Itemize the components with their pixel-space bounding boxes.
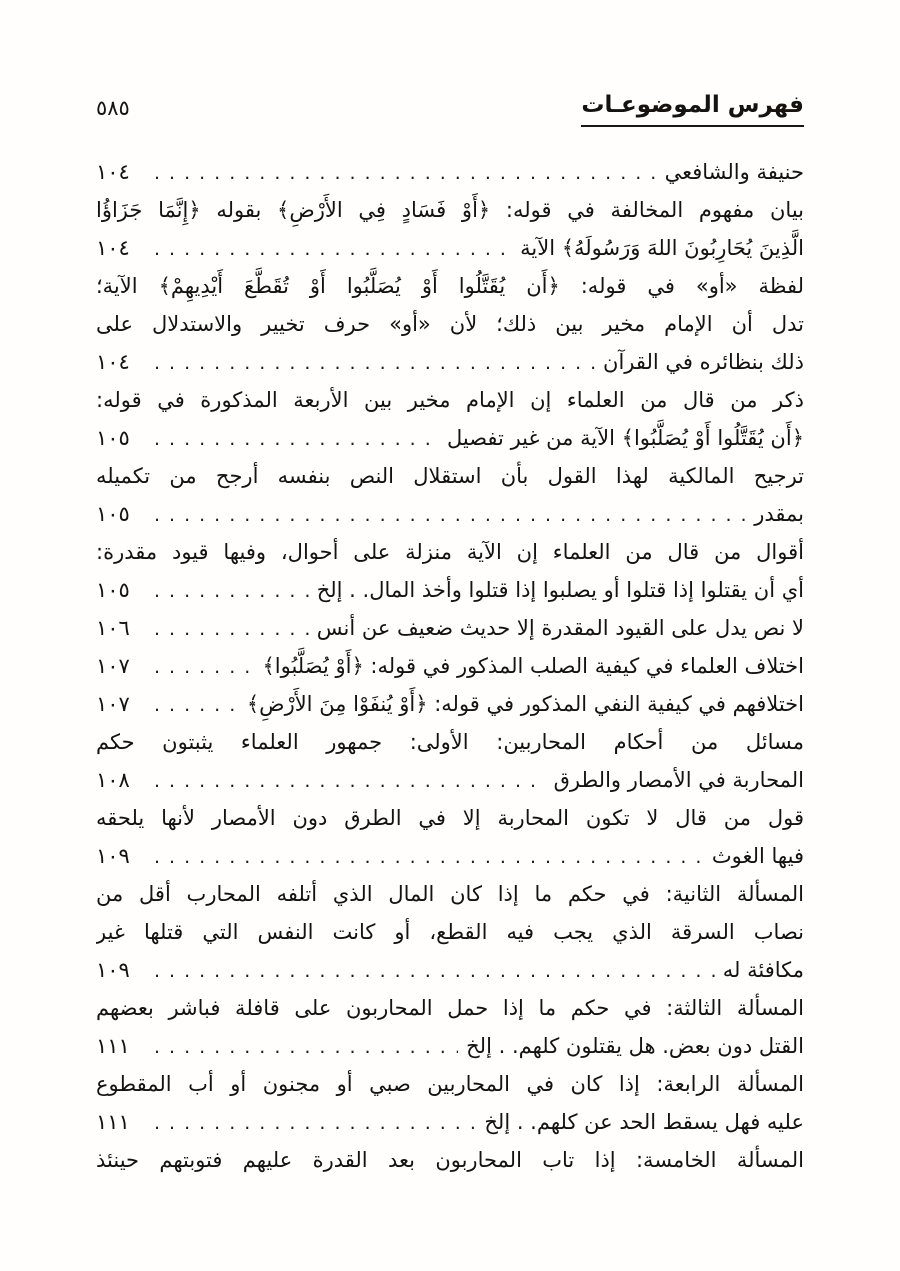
toc-page-number: ١٠٩	[96, 844, 130, 868]
dot-leader	[154, 1027, 458, 1066]
toc-page-number: ١١١	[96, 1110, 130, 1134]
toc-entry	[96, 799, 804, 875]
toc-entry	[96, 989, 804, 1065]
dot-leader	[154, 153, 657, 192]
toc-page-number: ١٠٩	[96, 958, 130, 982]
toc-page-number: ١٠٥	[96, 426, 130, 450]
dot-leader	[154, 685, 239, 724]
toc-page-number: ١٠٨	[96, 768, 130, 792]
toc-page-number: ١٠٧	[96, 692, 130, 716]
toc-list	[96, 153, 804, 1179]
toc-entry-lastline	[96, 419, 804, 457]
toc-entry-line: أقوال من قال من العلماء إن الآية منزلة على أحوال، وفيها قيود مقدرة:	[96, 540, 804, 564]
toc-entry-text: فيها الغوث	[711, 844, 804, 868]
toc-entry	[96, 1065, 804, 1141]
dot-leader	[154, 837, 704, 876]
toc-entry-lastline	[96, 495, 804, 533]
dot-leader	[154, 609, 309, 648]
toc-entry	[96, 609, 804, 647]
toc-entry	[96, 1141, 804, 1179]
toc-entry-line: المسألة الخامسة: إذا تاب المحاربون بعد القدرة عليهم فتوبتهم حينئذ	[96, 1148, 804, 1172]
toc-entry	[96, 723, 804, 799]
folio-number: ٥٨٥	[96, 96, 130, 120]
toc-entry	[96, 381, 804, 457]
toc-entry-text: حنيفة والشافعي	[664, 160, 804, 184]
toc-entry-text: الَّذِينَ يُحَارِبُونَ اللهَ وَرَسُولَهُ﴾ الآية	[520, 236, 804, 260]
dot-leader	[154, 343, 595, 382]
toc-entry-text: اختلاف العلماء في كيفية الصلب المذكور في قوله: ﴿أَوْ يُصَلَّبُوا﴾	[262, 654, 804, 678]
toc-page-number: ١٠٦	[96, 616, 130, 640]
dot-leader	[154, 229, 512, 268]
toc-entry-text: مكافئة له	[722, 958, 804, 982]
toc-entry-lastline	[96, 1027, 804, 1065]
toc-entry-lastline	[96, 647, 804, 685]
toc-entry-line: تدل أن الإمام مخير بين ذلك؛ لأن «أو» حرف تخيير والاستدلال على	[96, 312, 804, 336]
toc-entry	[96, 153, 804, 191]
toc-entry-text: ﴿أَن يُقَتَّلُوا أَوْ يُصَلَّبُوا﴾ الآية من غير تفصيل	[446, 426, 804, 450]
toc-entry-lastline	[96, 571, 804, 609]
dot-leader	[154, 571, 309, 610]
toc-entry-line: المسألة الثالثة: في حكم ما إذا حمل المحاربون على قافلة فباشر بعضهم	[96, 996, 804, 1020]
toc-entry	[96, 191, 804, 267]
toc-entry-text: ذلك بنظائره في القرآن	[603, 350, 804, 374]
toc-page-number: ١١١	[96, 1034, 130, 1058]
toc-entry-line: المسألة الثانية: في حكم ما إذا كان المال الذي أتلفه المحارب أقل من	[96, 882, 804, 906]
toc-entry-text: لا نص يدل على القيود المقدرة إلا حديث ضعيف عن أنس	[316, 616, 804, 640]
toc-entry-lastline	[96, 951, 804, 989]
toc-entry-text: القتل دون بعض. هل يقتلون كلهم. . إلخ	[466, 1034, 804, 1058]
toc-entry-line: بيان مفهوم المخالفة في قوله: ﴿أَوْ فَسَادٍ فِي الأَرْضِ﴾ بقوله ﴿إِنَّمَا جَزَاؤُا	[96, 198, 804, 222]
dot-leader	[154, 1103, 476, 1142]
toc-page-number: ١٠٤	[96, 236, 130, 260]
dot-leader	[154, 951, 715, 990]
toc-page-number: ١٠٥	[96, 578, 130, 602]
toc-entry	[96, 533, 804, 609]
toc-page-number: ١٠٤	[96, 160, 130, 184]
toc-entry-text: اختلافهم في كيفية النفي المذكور في قوله: ﴿أَوْ يُنفَوْا مِنَ الأَرْضِ﴾	[246, 692, 804, 716]
toc-entry-line: ترجيح المالكية لهذا القول بأن استقلال النص بنفسه أرجح من تكميله	[96, 464, 804, 488]
toc-entry-lastline	[96, 685, 804, 723]
toc-entry-lastline	[96, 761, 804, 799]
dot-leader	[154, 761, 546, 800]
page-header	[96, 92, 804, 127]
toc-page-number: ١٠٧	[96, 654, 130, 678]
toc-entry-text: المحاربة في الأمصار والطرق	[553, 768, 804, 792]
toc-entry	[96, 875, 804, 989]
toc-entry-lastline	[96, 229, 804, 267]
toc-entry	[96, 685, 804, 723]
dot-leader	[154, 495, 746, 534]
toc-entry-line: مسائل من أحكام المحاربين: الأولى: جمهور العلماء يثبتون حكم	[96, 730, 804, 754]
dot-leader	[154, 647, 254, 686]
toc-entry-lastline	[96, 343, 804, 381]
toc-entry	[96, 267, 804, 381]
toc-entry-lastline	[96, 609, 804, 647]
toc-entry-text: عليه فهل يسقط الحد عن كلهم. . إلخ	[484, 1110, 804, 1134]
toc-entry-line: المسألة الرابعة: إذا كان في المحاربين صبي أو مجنون أو أب المقطوع	[96, 1072, 804, 1096]
toc-entry	[96, 647, 804, 685]
toc-entry-line: نصاب السرقة الذي يجب فيه القطع، أو كانت النفس التي قتلها غير	[96, 920, 804, 944]
toc-page-number: ١٠٤	[96, 350, 130, 374]
toc-entry-text: أي أن يقتلوا إذا قتلوا أو يصلبوا إذا قتلوا وأخذ المال. . إلخ	[316, 578, 804, 602]
toc-entry-line: قول من قال لا تكون المحاربة إلا في الطرق دون الأمصار لأنها يلحقه	[96, 806, 804, 830]
dot-leader	[154, 419, 439, 458]
toc-entry-lastline	[96, 1103, 804, 1141]
toc-entry	[96, 457, 804, 533]
toc-entry-line: لفظة «أو» في قوله: ﴿أَن يُقَتَّلُوا أَوْ يُصَلَّبُوا أَوْ تُقَطَّعَ أَيْدِيهِمْ﴾ الآية؛	[96, 274, 804, 298]
page-title: فهرس الموضوعـات	[581, 92, 804, 127]
toc-page-number: ١٠٥	[96, 502, 130, 526]
toc-entry-text: بمقدر	[754, 502, 804, 526]
toc-entry-lastline	[96, 153, 804, 191]
toc-entry-lastline	[96, 837, 804, 875]
toc-entry-line: ذكر من قال من العلماء إن الإمام مخير بين الأربعة المذكورة في قوله:	[96, 388, 804, 412]
